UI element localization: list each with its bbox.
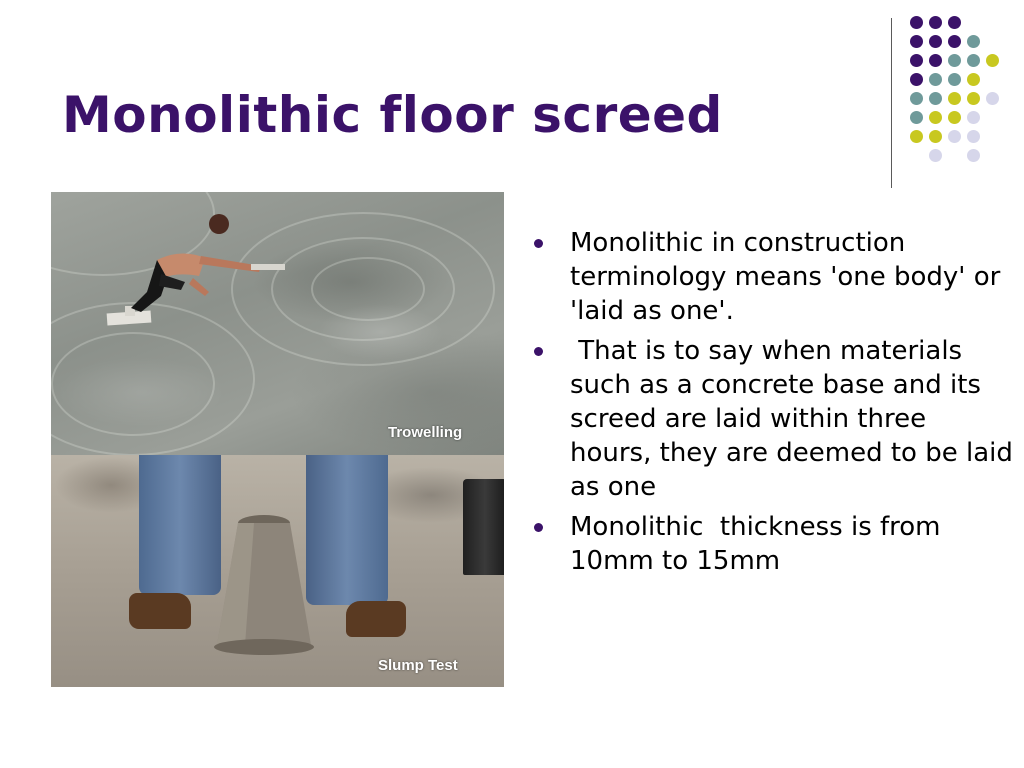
trowelling-photo bbox=[51, 192, 504, 455]
decor-dot bbox=[948, 73, 961, 86]
decor-dot bbox=[986, 54, 999, 67]
bullet-item bbox=[534, 226, 1014, 328]
decor-dot bbox=[948, 16, 961, 29]
bullet-text: Monolithic thickness is from 10mm to 15mm bbox=[570, 512, 941, 576]
decor-dot bbox=[948, 111, 961, 124]
decor-dot bbox=[967, 149, 980, 162]
bucket bbox=[463, 479, 504, 575]
decor-dot bbox=[948, 54, 961, 67]
decor-dot bbox=[967, 130, 980, 143]
decor-dot bbox=[948, 35, 961, 48]
decor-dot bbox=[929, 16, 942, 29]
slump-test-caption: Slump Test bbox=[378, 657, 458, 674]
worker-figure bbox=[101, 212, 301, 342]
decor-dot bbox=[948, 130, 961, 143]
decor-dot bbox=[929, 54, 942, 67]
decor-dot bbox=[910, 73, 923, 86]
right-boot bbox=[346, 601, 406, 637]
bullet-text: Monolithic in construction terminology means 'one body' or 'laid as one'. bbox=[570, 228, 1001, 326]
slide-title: Monolithic floor screed bbox=[62, 86, 723, 144]
slump-cone bbox=[209, 513, 319, 663]
decor-dot bbox=[986, 92, 999, 105]
decor-dot bbox=[967, 54, 980, 67]
decor-dot bbox=[929, 149, 942, 162]
slump-test-photo bbox=[51, 455, 504, 687]
screed-photo-collage bbox=[51, 192, 504, 687]
bullet-list bbox=[534, 226, 1014, 584]
bullet-dot-icon bbox=[534, 523, 543, 532]
decor-dot bbox=[929, 73, 942, 86]
decor-dot bbox=[910, 16, 923, 29]
trowel-swirl bbox=[51, 332, 215, 436]
decor-dot bbox=[948, 92, 961, 105]
decor-dot bbox=[967, 35, 980, 48]
decor-dot bbox=[910, 35, 923, 48]
trowel-swirl bbox=[311, 257, 425, 321]
decor-dot bbox=[967, 92, 980, 105]
decor-dot bbox=[929, 130, 942, 143]
trowelling-caption: Trowelling bbox=[388, 424, 463, 441]
decor-dot bbox=[910, 92, 923, 105]
bullet-text: That is to say when materials such as a concrete base and its screed are laid within three hours, they are deemed to be laid as one bbox=[570, 336, 1013, 502]
decor-dot bbox=[910, 130, 923, 143]
decor-dot bbox=[929, 92, 942, 105]
decor-dot bbox=[967, 111, 980, 124]
bullet-dot-icon bbox=[534, 239, 543, 248]
decor-dot bbox=[929, 35, 942, 48]
decorative-dot-grid bbox=[908, 14, 1018, 164]
title-divider bbox=[891, 18, 892, 188]
decor-dot bbox=[910, 111, 923, 124]
bullet-dot-icon bbox=[534, 347, 543, 356]
left-boot bbox=[129, 593, 191, 629]
decor-dot bbox=[967, 73, 980, 86]
decor-dot bbox=[910, 54, 923, 67]
decor-dot bbox=[929, 111, 942, 124]
bullet-item bbox=[534, 510, 1014, 578]
bullet-item bbox=[534, 334, 1014, 504]
